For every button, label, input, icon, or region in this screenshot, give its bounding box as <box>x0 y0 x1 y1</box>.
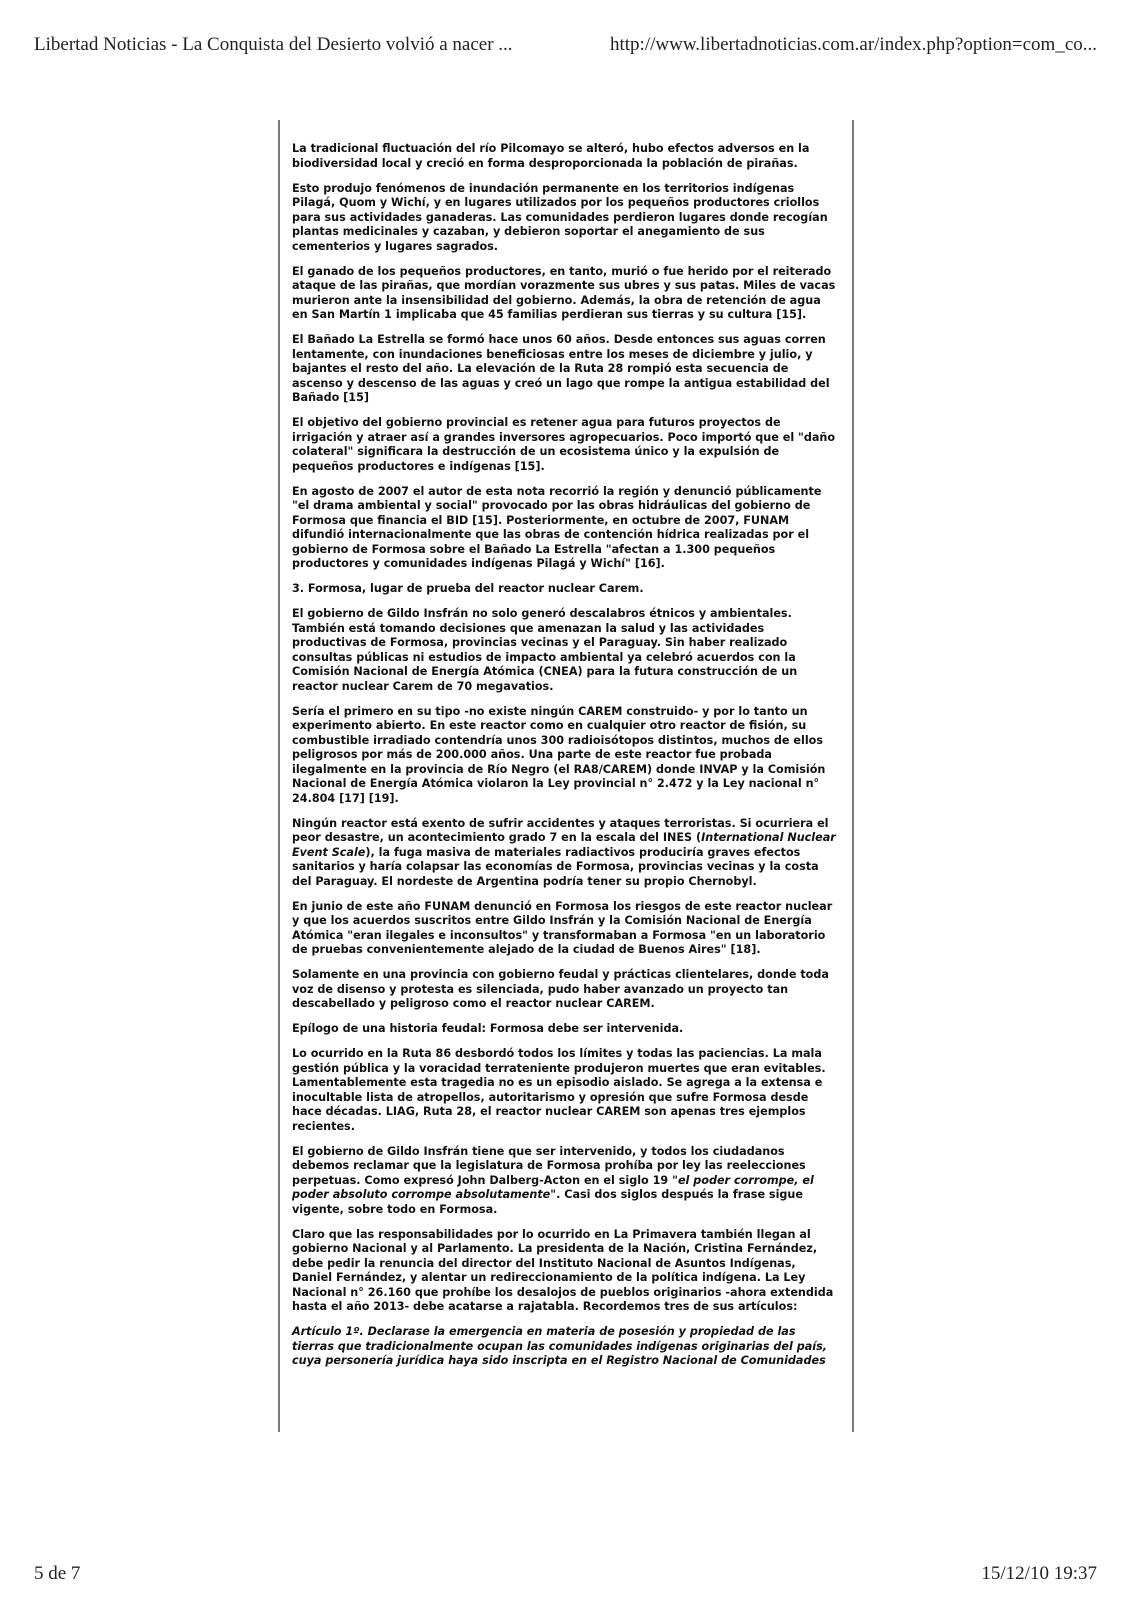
section-heading: Epílogo de una historia feudal: Formosa debe ser intervenida. <box>292 1022 684 1035</box>
article-body <box>292 142 838 1379</box>
paragraph <box>292 1145 838 1218</box>
paragraph: El Bañado La Estrella se formó hace unos 60 años. Desde entonces sus aguas corren lentamente, con inundaciones beneficiosas entre los meses de diciembre y julio, y bajantes el resto del año. La elevación de la Ruta 28 rompió esta secuencia de ascenso y descenso de las aguas y creó un lago que rompe la antigua estabilidad del Bañado [15] <box>292 333 830 404</box>
text-run: ), la fuga masiva de materiales radiactivos produciría graves efectos sanitarios y haría colapsar las economías de Formosa, provincias vecinas y la costa del Paraguay. El nordeste de Argentina podría tener su propio Chernobyl. <box>292 845 819 888</box>
print-header-url: http://www.libertadnoticias.com.ar/index.php?option=com_co... <box>609 34 1097 55</box>
content-left-border <box>278 120 280 1432</box>
paragraph <box>292 817 838 890</box>
paragraph: Lo ocurrido en la Ruta 86 desbordó todos los límites y todas las paciencias. La mala gestión pública y la voracidad terrateniente produjeron muertes que eran evitables. Lamentablemente esta tragedia no es un episodio aislado. Se agrega a la extensa e inocultable lista de atropellos, autoritarismo y opresión que sufre Formosa desde hace décadas. LIAG, Ruta 28, el reactor nuclear CAREM son apenas tres ejemplos recientes. <box>292 1047 826 1133</box>
text-run: Ningún reactor está exento de sufrir accidentes y ataques terroristas. Si ocurriera el peor desastre, un acontecimiento grado 7 en la escala del INES ( <box>292 816 829 844</box>
paragraph: Solamente en una provincia con gobierno feudal y prácticas clientelares, donde toda voz de disenso y protesta es silenciada, pudo haber avanzado un proyecto tan descabellado y peligroso como el reactor nuclear CAREM. <box>292 968 829 1010</box>
text-run: ". Casi dos siglos después la frase sigue vigente, sobre todo en Formosa. <box>292 1188 803 1216</box>
paragraph: El objetivo del gobierno provincial es retener agua para futuros proyectos de irrigación y atraer así a grandes inversores agropecuarios. Poco importó que el "daño colateral" significara la destrucción de un ecosistema único y la expulsión de pequeños productores e indígenas [15]. <box>292 416 836 473</box>
content-right-border <box>852 120 854 1432</box>
page-number: 5 de 7 <box>34 1563 81 1584</box>
italic-text: Artículo 1º. Declarase la emergencia en materia de posesión y propiedad de las tierras que tradicionalmente ocupan las comunidades indígenas originarias del país, cuya personería jurídica haya sido inscripta en el Registro Nacional de Comunidades <box>292 1325 828 1367</box>
paragraph: El gobierno de Gildo Insfrán no solo generó descalabros étnicos y ambientales. También está tomando decisiones que amenazan la salud y las actividades productivas de Formosa, provincias vecinas y el Paraguay. Sin haber realizado consultas públicas ni estudios de impacto ambiental ya celebró acuerdos con la Comisión Nacional de Energía Atómica (CNEA) para la futura construcción de un reactor nuclear Carem de 70 megavatios. <box>292 607 798 693</box>
italic-quote: el poder corrompe, el poder absoluto corrompe absolutamente <box>292 1173 814 1201</box>
paragraph: Claro que las responsabilidades por lo ocurrido en La Primavera también llegan al gobierno Nacional y al Parlamento. La presidenta de la Nación, Cristina Fernández, debe pedir la renuncia del director del Instituto Nacional de Asuntos Indígenas, Daniel Fernández, y alentar un redireccionamiento de la política indígena. La Ley Nacional n° 26.160 que prohíbe los desalojos de pueblos originarios -ahora extendida hasta el año 2013- debe acatarse a rajatabla. Recordemos tres de sus artículos: <box>292 1227 834 1313</box>
paragraph: En junio de este año FUNAM denunció en Formosa los riesgos de este reactor nuclear y que los acuerdos suscritos entre Gildo Insfrán y la Comisión Nacional de Energía Atómica "eran ilegales e inconsultos" y transformaban a Formosa "en un laboratorio de pruebas convenientemente alejado de la ciudad de Buenos Aires" [18]. <box>292 899 833 956</box>
print-datetime: 15/12/10 19:37 <box>981 1563 1097 1584</box>
law-article-quote <box>292 1325 838 1369</box>
paragraph: Sería el primero en su tipo -no existe ningún CAREM construido- y por lo tanto un experimento abierto. En este reactor como en cualquier otro reactor de fisión, su combustible irradiado contendría unos 300 radioisótopos distintos, muchos de ellos peligrosos por más de 200.000 años. Una parte de este reactor fue probada ilegalmente en la provincia de Río Negro (el RA8/CAREM) donde INVAP y la Comisión Nacional de Energía Atómica violaron la Ley provincial n° 2.472 y la Ley nacional n° 24.804 [17] [19]. <box>292 704 826 805</box>
paragraph: La tradicional fluctuación del río Pilcomayo se alteró, hubo efectos adversos en la biodiversidad local y creció en forma desproporcionada la población de pirañas. <box>292 142 810 170</box>
text-run: El gobierno de Gildo Insfrán tiene que ser intervenido, y todos los ciudadanos debemos reclamar que la legislatura de Formosa prohíba por ley las reelecciones perpetuas. Como expresó John Dalberg-Acton en el siglo 19 " <box>292 1144 806 1187</box>
italic-text: International Nuclear Event Scale <box>292 831 836 859</box>
paragraph: El ganado de los pequeños productores, en tanto, murió o fue herido por el reiterado ataque de las pirañas, que mordían vorazmente sus ubres y sus patas. Miles de vacas murieron ante la insensibilidad del gobierno. Además, la obra de retención de agua en San Martín 1 implicaba que 45 familias perdieran sus tierras y su cultura [15]. <box>292 264 836 321</box>
paragraph: Esto produjo fenómenos de inundación permanente en los territorios indígenas Pilagá, Quom y Wichí, y en lugares utilizados por los pequeños productores criollos para sus actividades ganaderas. Las comunidades perdieron lugares donde recogían plantas medicinales y cazaban, y debieron soportar el anegamiento de sus cementerios y lugares sagrados. <box>292 181 828 253</box>
print-header-title: Libertad Noticias - La Conquista del Desierto volvió a nacer ... <box>34 34 513 55</box>
section-heading: 3. Formosa, lugar de prueba del reactor nuclear Carem. <box>292 582 644 595</box>
paragraph: En agosto de 2007 el autor de esta nota recorrió la región y denunció públicamente "el drama ambiental y social" provocado por las obras hidráulicas del gobierno de Formosa que financia el BID [15]. Posteriormente, en octubre de 2007, FUNAM difundió internacionalmente que las obras de contención hídrica realizadas por el gobierno de Formosa sobre el Bañado La Estrella "afectan a 1.300 pequeños productores y comunidades indígenas Pilagá y Wichí" [16]. <box>292 484 822 570</box>
